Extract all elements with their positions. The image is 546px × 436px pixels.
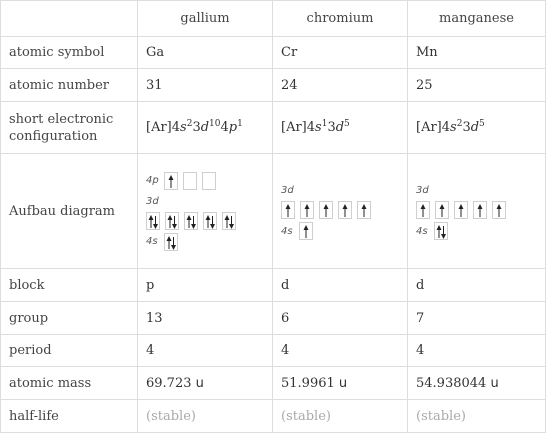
table-row <box>1 37 546 69</box>
config-shell-number: 3 <box>327 120 336 135</box>
orbital-group <box>146 172 264 190</box>
aufbau-diagram-chromium <box>273 154 408 269</box>
config-subshell: s <box>450 120 457 135</box>
table-row <box>1 69 546 102</box>
column-header-manganese: manganese <box>408 1 546 37</box>
group-gallium: 13 <box>138 302 273 335</box>
electron-up-arrow-icon <box>301 202 313 218</box>
atomic-mass-value: 69.723 <box>146 375 192 391</box>
electron-pair-arrows-icon <box>147 213 159 229</box>
config-shell-number: 4 <box>220 120 229 135</box>
row-label-block: block <box>1 269 138 302</box>
atomic-mass-gallium <box>138 367 273 400</box>
atomic-number-manganese: 25 <box>408 69 546 102</box>
electron-up-arrow-icon <box>474 202 486 218</box>
config-occupancy: 1 <box>237 119 243 129</box>
orbital-box-filled <box>357 201 371 219</box>
atomic-symbol-manganese: Mn <box>408 37 546 69</box>
orbital-box-filled <box>146 212 160 230</box>
electron-up-arrow-icon <box>455 202 467 218</box>
row-label-electronic-config: short electronic configuration <box>1 102 138 154</box>
config-occupancy: 2 <box>456 119 463 129</box>
atomic-symbol-gallium: Ga <box>138 37 273 69</box>
orbital-group <box>416 182 537 219</box>
electron-up-arrow-icon <box>320 202 332 218</box>
electron-up-arrow-icon <box>436 202 448 218</box>
electron-pair-arrows-icon <box>223 213 235 229</box>
orbital-box-filled <box>473 201 487 219</box>
electronic-config-manganese <box>408 102 546 154</box>
period-chromium: 4 <box>273 335 408 367</box>
orbital-box-filled <box>338 201 352 219</box>
electron-pair-arrows-icon <box>165 234 177 250</box>
orbital-boxes <box>281 201 399 219</box>
config-core: [Ar] <box>146 120 172 135</box>
electron-up-arrow-icon <box>493 202 505 218</box>
orbital-label: 3d <box>146 195 159 207</box>
config-subshell: d <box>335 120 345 135</box>
row-label-half-life: half-life <box>1 400 138 433</box>
orbital-boxes <box>146 212 264 230</box>
orbital-box-filled <box>299 222 313 240</box>
atomic-mass-unit: u <box>490 375 499 391</box>
half-life-chromium: (stable) <box>273 400 408 433</box>
orbital-box-filled <box>300 201 314 219</box>
row-label-atomic-symbol: atomic symbol <box>1 37 138 69</box>
config-subshell: d <box>470 120 480 135</box>
orbital-boxes <box>416 201 537 219</box>
orbital-box-filled <box>319 201 333 219</box>
half-life-gallium: (stable) <box>138 400 273 433</box>
row-label-atomic-number: atomic number <box>1 69 138 102</box>
orbital-box-filled <box>454 201 468 219</box>
group-chromium: 6 <box>273 302 408 335</box>
group-manganese: 7 <box>408 302 546 335</box>
row-label-group: group <box>1 302 138 335</box>
table-row <box>1 154 546 269</box>
config-occupancy: 10 <box>209 119 221 129</box>
atomic-number-chromium: 24 <box>273 69 408 102</box>
column-header-gallium: gallium <box>138 1 273 37</box>
atomic-mass-unit: u <box>338 375 348 391</box>
orbital-label: 4s <box>281 225 293 237</box>
config-subshell: s <box>180 120 187 135</box>
block-gallium: p <box>138 269 273 302</box>
config-shell-number: 3 <box>462 120 471 135</box>
table-row <box>1 269 546 302</box>
config-occupancy: 2 <box>186 119 193 129</box>
table-row <box>1 335 546 367</box>
orbital-box-filled <box>492 201 506 219</box>
orbital-label: 3d <box>416 185 429 196</box>
table-row <box>1 102 546 154</box>
orbital-label: 3d <box>281 185 294 196</box>
row-label-aufbau: Aufbau diagram <box>1 154 138 269</box>
orbital-box-filled <box>281 201 295 219</box>
orbital-box-filled <box>416 201 430 219</box>
atomic-mass-value: 54.938044 <box>416 375 487 391</box>
atomic-mass-manganese <box>408 367 546 400</box>
block-chromium: d <box>273 269 408 302</box>
orbital-box-filled <box>164 233 178 251</box>
electronic-config-gallium <box>138 102 273 154</box>
half-life-manganese: (stable) <box>408 400 546 433</box>
table-row <box>1 400 546 433</box>
atomic-mass-chromium <box>273 367 408 400</box>
orbital-group <box>146 193 264 230</box>
config-subshell: d <box>200 120 210 135</box>
corner-cell <box>1 1 138 37</box>
orbital-box-filled <box>434 222 448 240</box>
config-subshell: p <box>228 120 238 135</box>
row-label-atomic-mass: atomic mass <box>1 367 138 400</box>
atomic-mass-value: 51.9961 <box>281 375 335 391</box>
config-subshell: s <box>315 120 322 135</box>
config-occupancy: 5 <box>479 119 485 129</box>
electron-up-arrow-icon <box>165 173 177 189</box>
electron-up-arrow-icon <box>358 202 370 218</box>
electron-pair-arrows-icon <box>185 213 197 229</box>
orbital-boxes <box>146 233 264 251</box>
orbital-boxes <box>281 222 399 240</box>
electronic-config-chromium <box>273 102 408 154</box>
orbital-group <box>416 222 537 240</box>
electron-up-arrow-icon <box>300 223 312 239</box>
orbital-box-filled <box>435 201 449 219</box>
orbital-label: 4s <box>416 225 428 237</box>
config-shell-number: 4 <box>306 120 316 135</box>
electron-up-arrow-icon <box>417 202 429 218</box>
electron-pair-arrows-icon <box>204 213 216 229</box>
orbital-box-filled <box>222 212 236 230</box>
aufbau-diagram-manganese <box>408 154 546 269</box>
config-shell-number: 4 <box>171 120 181 135</box>
period-gallium: 4 <box>138 335 273 367</box>
period-manganese: 4 <box>408 335 546 367</box>
config-shell-number: 4 <box>441 120 451 135</box>
orbital-box-empty <box>183 172 197 190</box>
electron-pair-arrows-icon <box>435 223 447 239</box>
atomic-symbol-chromium: Cr <box>273 37 408 69</box>
config-occupancy: 1 <box>321 119 328 129</box>
orbital-box-filled <box>184 212 198 230</box>
orbital-box-filled <box>164 172 178 190</box>
orbital-box-filled <box>165 212 179 230</box>
config-occupancy: 5 <box>344 119 350 129</box>
electron-up-arrow-icon <box>282 202 294 218</box>
config-core: [Ar] <box>281 120 307 135</box>
table-row <box>1 302 546 335</box>
block-manganese: d <box>408 269 546 302</box>
orbital-label: 4s <box>146 236 158 247</box>
column-header-chromium: chromium <box>273 1 408 37</box>
orbital-boxes <box>416 222 537 240</box>
config-core: [Ar] <box>416 120 442 135</box>
orbital-box-empty <box>202 172 216 190</box>
aufbau-diagram-gallium <box>138 154 273 269</box>
electron-up-arrow-icon <box>339 202 351 218</box>
orbital-label: 4p <box>146 175 159 186</box>
orbital-box-filled <box>203 212 217 230</box>
orbital-group <box>281 222 399 240</box>
orbital-group <box>146 233 264 251</box>
orbital-group <box>281 182 399 219</box>
orbital-boxes <box>146 172 264 190</box>
atomic-number-gallium: 31 <box>138 69 273 102</box>
electron-pair-arrows-icon <box>166 213 178 229</box>
row-label-period: period <box>1 335 138 367</box>
atomic-mass-unit: u <box>195 375 204 391</box>
config-shell-number: 3 <box>192 120 201 135</box>
header-row <box>1 1 546 37</box>
table-row <box>1 367 546 400</box>
